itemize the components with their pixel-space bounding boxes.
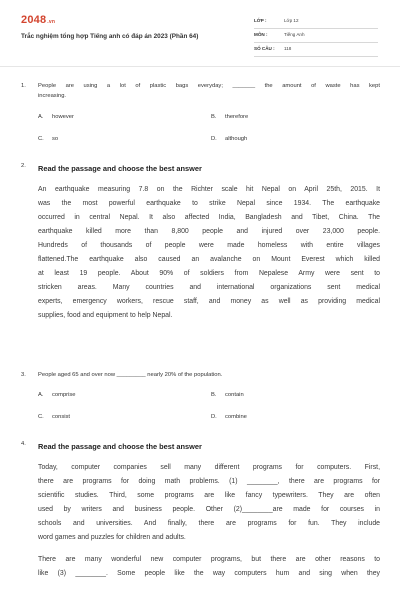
passage-line: scientific studies. Third, some programs are like fancy typewriters. They are often: [38, 492, 380, 499]
question-3-stem: People aged 65 and over now _________ nearly 20% of the population.: [38, 372, 223, 378]
meta-class-value: Lớp 12: [284, 18, 299, 23]
passage-line: Hundreds of thousands of people were made homeless with entire villages: [38, 242, 380, 249]
question-1-option-b[interactable]: B. therefore: [211, 114, 249, 120]
passage-line: word games and puzzles for children and adults.: [38, 534, 186, 541]
passage-line: There are many wonderful new computer programs, but there are other reasons to: [38, 556, 380, 563]
question-1-option-d[interactable]: D. although: [211, 136, 248, 142]
question-4-heading: Read the passage and choose the best answer: [38, 442, 202, 451]
question-4-passage: [38, 461, 380, 581]
question-1-option-c[interactable]: C. so: [38, 136, 59, 142]
meta-class-row: [254, 14, 378, 29]
question-4-number: 4.: [21, 441, 26, 447]
passage-line: flattened.The earthquake also caused an avalanche on Mount Everest which killed: [38, 256, 380, 263]
question-1-stem: [38, 81, 380, 101]
passage-line: experts, emergency workers, rescue staff, and money as well as providing medical: [38, 298, 380, 305]
question-2-heading: Read the passage and choose the best answer: [38, 164, 202, 173]
meta-class-key: LỚP :: [254, 18, 267, 23]
header-divider: [0, 66, 400, 67]
passage-line: schools and universities. And finally, there are programs for fun. They include: [38, 520, 380, 527]
passage-line: at least 19 people. About 90% of soldiers from Nepalese Army were sent to: [38, 270, 380, 277]
passage-line: An earthquake measuring 7.8 on the Richter scale hit Nepal on April 25th, 2015. It: [38, 186, 380, 193]
meta-subject-value: Tiếng Anh: [284, 32, 305, 37]
meta-count-value: 118: [284, 46, 292, 51]
question-3-option-b[interactable]: B. contain: [211, 392, 244, 398]
meta-subject-key: MÔN :: [254, 32, 268, 37]
passage-line: there are programs for doing math problems. (1) ________, there are programs for: [38, 478, 380, 485]
question-2-passage: [38, 183, 380, 323]
passage-line: supplies, food and equipment to help Nepal.: [38, 312, 173, 319]
question-3-option-a[interactable]: A. comprise: [38, 392, 76, 398]
question-1-line-1: People are using a lot of plastic bags everyday; _______ the amount of waste has kept: [38, 83, 380, 89]
meta-count-key: SỐ CÂU :: [254, 46, 275, 51]
question-1-line-2: increasing.: [38, 93, 67, 99]
question-3-option-d[interactable]: D. combine: [211, 414, 247, 420]
passage-line: occurred in central Nepal. It also affected India, Bangladesh and Tibet, China. The: [38, 214, 380, 221]
question-3-number: 3.: [21, 372, 26, 378]
meta-count-row: [254, 42, 378, 57]
question-1-option-a[interactable]: A. however: [38, 114, 74, 120]
question-2-number: 2.: [21, 163, 26, 169]
passage-line: earthquake killed more than 8,800 people and injured over 23,000 people.: [38, 228, 380, 235]
site-logo[interactable]: 2048.vn: [21, 14, 56, 26]
document-title: Trắc nghiệm tổng hợp Tiếng anh có đáp án 2023 (Phần 64): [21, 33, 199, 40]
meta-subject-row: [254, 28, 378, 43]
passage-line: used by writers and business people. Other (2)________are made for courses in: [38, 506, 380, 513]
question-3-option-c[interactable]: C. consist: [38, 414, 71, 420]
question-1-number: 1.: [21, 83, 26, 89]
passage-line: Today, computer companies sell many different programs for computers. First,: [38, 464, 380, 471]
passage-line: stricken areas. Many countries and international organizations sent medical: [38, 284, 380, 291]
passage-line: was the most powerful earthquake to strike Nepal since 1934. The earthquake: [38, 200, 380, 207]
document-header: [0, 0, 400, 62]
passage-line: like (3) ________. Some people like the way computers hum and sing when they: [38, 570, 380, 577]
